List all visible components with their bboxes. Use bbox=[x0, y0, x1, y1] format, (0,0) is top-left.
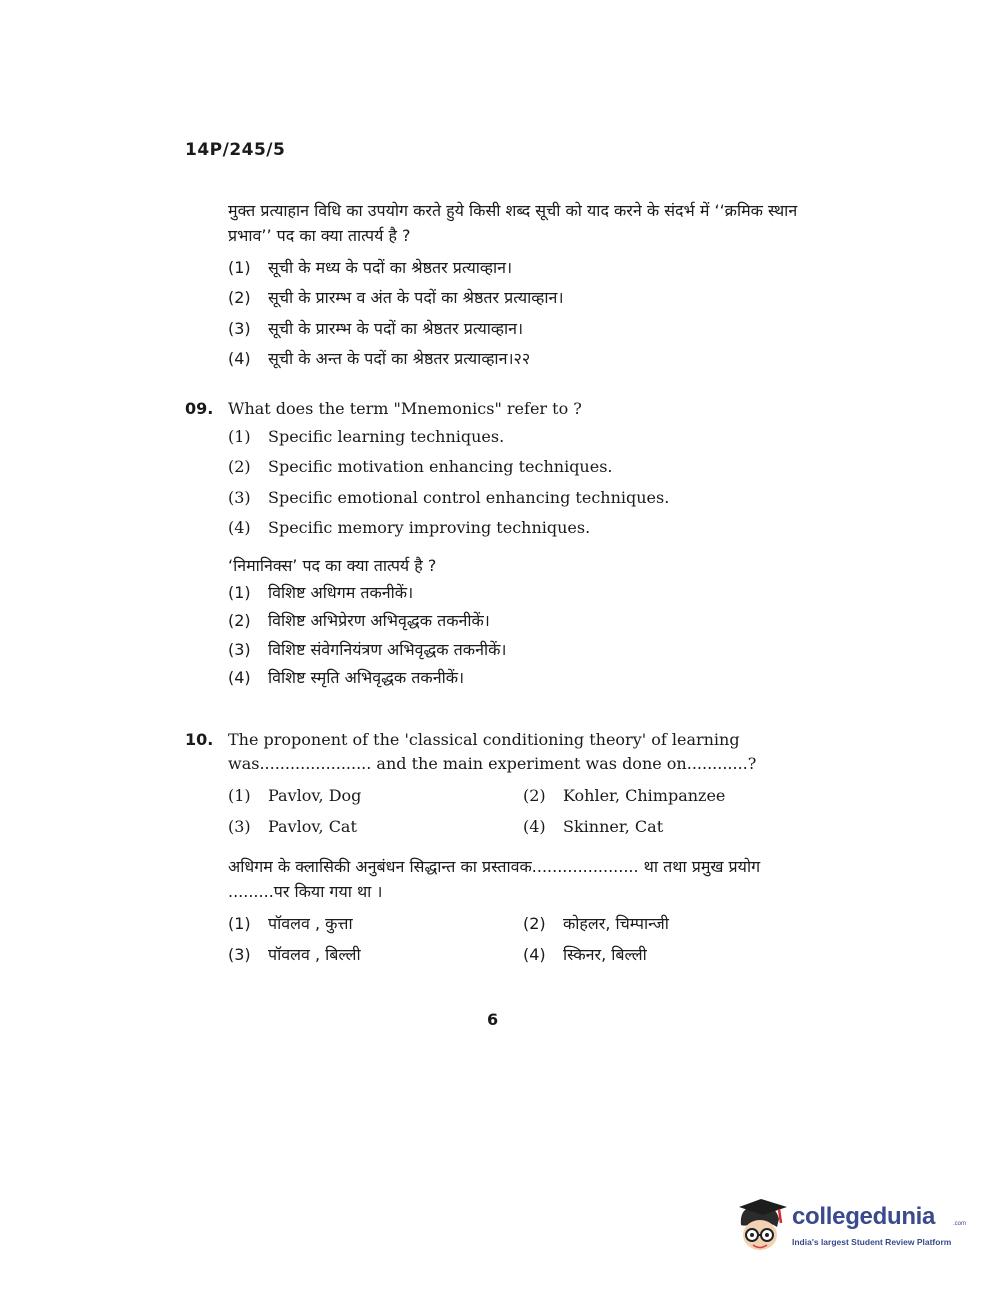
question-number: 10. bbox=[185, 730, 214, 749]
option-text: Specific motivation enhancing techniques. bbox=[268, 457, 613, 477]
option-number: (3) bbox=[228, 318, 251, 338]
q10-option-2-hi bbox=[523, 911, 818, 936]
question-10-text-en: The proponent of the 'classical conditioning theory' of learning was...................... and the main experiment was done on............? bbox=[228, 730, 757, 773]
q10-option-3-en bbox=[228, 817, 523, 836]
option-text: Pavlov, Dog bbox=[268, 786, 362, 805]
paper-code: 14P/245/5 bbox=[185, 140, 286, 160]
page-number: 6 bbox=[487, 1010, 499, 1029]
option-number: (3) bbox=[228, 817, 251, 836]
option-text: सूची के अन्त के पदों का श्रेष्ठतर प्रत्याव्हान।२२ bbox=[268, 349, 531, 369]
option-text: विशिष्ट अधिगम तकनीकें। bbox=[268, 582, 414, 602]
logo-tagline: India's largest Student Review Platform bbox=[792, 1237, 952, 1247]
option-number: (3) bbox=[228, 639, 251, 659]
q8-option-1 bbox=[228, 252, 825, 283]
option-number: (2) bbox=[523, 786, 546, 805]
option-number: (3) bbox=[228, 487, 251, 507]
option-text: विशिष्ट अभिप्रेरण अभिवृद्धक तकनीकें। bbox=[268, 611, 490, 631]
option-text: विशिष्ट संवेगनियंत्रण अभिवृद्धक तकनीकें। bbox=[268, 639, 507, 659]
q9-option-4-hi bbox=[228, 664, 825, 693]
option-number: (1) bbox=[228, 582, 251, 602]
option-text: स्किनर, बिल्ली bbox=[563, 945, 647, 964]
q10-option-4-hi bbox=[523, 942, 818, 967]
logo-wordmark: collegedunia bbox=[792, 1203, 936, 1230]
q8-option-4 bbox=[228, 344, 825, 375]
q8-option-3 bbox=[228, 313, 825, 344]
q9-option-3-en bbox=[228, 482, 825, 513]
question-number: 09. bbox=[185, 399, 214, 418]
q10-options-row-1-en bbox=[228, 780, 825, 811]
option-number: (2) bbox=[228, 611, 251, 631]
q10-option-1-hi bbox=[228, 911, 523, 936]
option-text: Skinner, Cat bbox=[563, 817, 664, 836]
q8-option-2 bbox=[228, 283, 825, 314]
option-number: (4) bbox=[523, 945, 546, 964]
option-text: Pavlov, Cat bbox=[268, 817, 357, 836]
q10-option-2-en bbox=[523, 786, 818, 805]
q9-option-3-hi bbox=[228, 635, 825, 664]
question-9 bbox=[185, 397, 825, 692]
q10-option-4-en bbox=[523, 817, 818, 836]
option-text: सूची के प्रारम्भ व अंत के पदों का श्रेष्ठतर प्रत्याव्हान। bbox=[268, 288, 564, 308]
option-number: (4) bbox=[228, 668, 251, 688]
q9-option-2-hi bbox=[228, 607, 825, 636]
collegedunia-logo bbox=[735, 1195, 965, 1265]
option-number: (1) bbox=[228, 786, 251, 805]
question-10-text-hi: अधिगम के क्लासिकी अनुबंधन सिद्धान्त का प्रस्तावक..................... था तथा प्रमुख प्रयोग .........पर किया गया था । bbox=[228, 857, 761, 901]
option-number: (4) bbox=[523, 817, 546, 836]
option-text: Specific emotional control enhancing techniques. bbox=[268, 487, 670, 507]
q9-option-2-en bbox=[228, 452, 825, 483]
q10-options-row-1-hi bbox=[228, 908, 825, 939]
q10-option-3-hi bbox=[228, 942, 523, 967]
question-9-text-hi: ‘निमानिक्स’ पद का क्या तात्पर्य है ? bbox=[228, 556, 437, 575]
q9-option-1-en bbox=[228, 421, 825, 452]
option-text: सूची के प्रारम्भ के पदों का श्रेष्ठतर प्रत्याव्हान। bbox=[268, 318, 524, 338]
option-number: (1) bbox=[228, 426, 251, 446]
question-8-text-hi: मुक्त प्रत्याहान विधि का उपयोग करते हुये किसी शब्द सूची को याद करने के संदर्भ में ‘‘क्रमिक स्थान प्रभाव’’ पद का क्या तात्पर्य है ? bbox=[228, 201, 798, 245]
option-number: (2) bbox=[228, 288, 251, 308]
option-text: पॉवलव , बिल्ली bbox=[268, 945, 361, 964]
q9-option-4-en bbox=[228, 513, 825, 544]
q10-option-1-en bbox=[228, 786, 523, 805]
option-number: (1) bbox=[228, 257, 251, 277]
question-10 bbox=[185, 728, 825, 970]
option-number: (4) bbox=[228, 349, 251, 369]
option-number: (2) bbox=[523, 914, 546, 933]
option-text: विशिष्ट स्मृति अभिवृद्धक तकनीकें। bbox=[268, 668, 465, 688]
question-8 bbox=[185, 198, 825, 374]
q10-options-row-2-hi bbox=[228, 939, 825, 970]
option-number: (3) bbox=[228, 945, 251, 964]
logo-domain-suffix: .com bbox=[953, 1221, 967, 1227]
option-number: (1) bbox=[228, 914, 251, 933]
q10-options-row-2-en bbox=[228, 811, 825, 842]
option-text: Kohler, Chimpanzee bbox=[563, 786, 726, 805]
option-number: (4) bbox=[228, 518, 251, 538]
option-text: कोहलर, चिम्पान्जी bbox=[563, 914, 669, 933]
option-text: सूची के मध्य के पदों का श्रेष्ठतर प्रत्याव्हान। bbox=[268, 257, 513, 277]
mascot-icon bbox=[735, 1197, 791, 1257]
option-number: (2) bbox=[228, 457, 251, 477]
option-text: पॉवलव , कुत्ता bbox=[268, 914, 353, 933]
option-text: Specific memory improving techniques. bbox=[268, 518, 591, 538]
question-9-text-en: What does the term "Mnemonics" refer to ? bbox=[228, 399, 582, 418]
q9-option-1-hi bbox=[228, 578, 825, 607]
option-text: Specific learning techniques. bbox=[268, 426, 505, 446]
